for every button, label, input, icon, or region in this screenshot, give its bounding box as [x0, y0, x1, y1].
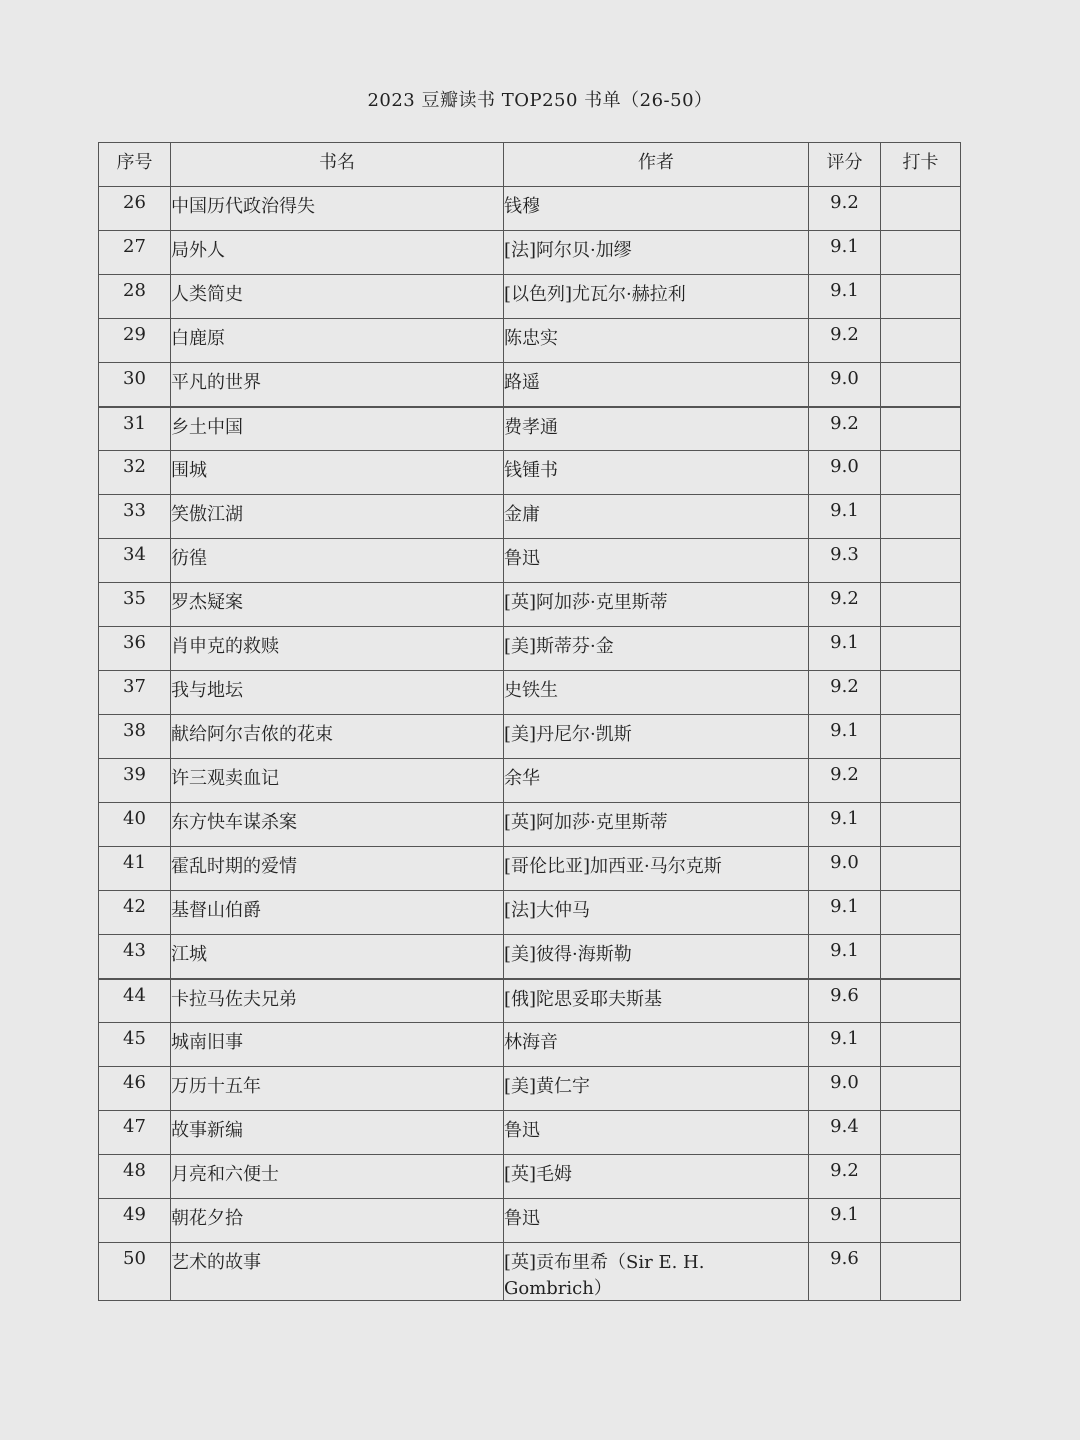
table-row: [99, 847, 961, 891]
cell-book: 白鹿原: [171, 319, 504, 363]
cell-score: 9.3: [809, 539, 881, 583]
cell-score: 9.0: [809, 363, 881, 407]
table-row: [99, 231, 961, 275]
cell-book: 故事新编: [171, 1111, 504, 1155]
cell-check[interactable]: [881, 627, 961, 671]
cell-author: [法]阿尔贝·加缪: [504, 231, 809, 275]
cell-book: 城南旧事: [171, 1023, 504, 1067]
cell-author: [英]毛姆: [504, 1155, 809, 1199]
cell-author: 费孝通: [504, 407, 809, 451]
cell-author: 鲁迅: [504, 1111, 809, 1155]
cell-score: 9.6: [809, 1243, 881, 1301]
table-row: [99, 1111, 961, 1155]
cell-check[interactable]: [881, 231, 961, 275]
cell-score: 9.0: [809, 451, 881, 495]
cell-num: 32: [99, 451, 171, 495]
cell-score: 9.1: [809, 1023, 881, 1067]
cell-check[interactable]: [881, 187, 961, 231]
cell-num: 38: [99, 715, 171, 759]
table-row: [99, 627, 961, 671]
cell-score: 9.2: [809, 759, 881, 803]
header-book: 书名: [171, 143, 504, 187]
cell-author: 鲁迅: [504, 1199, 809, 1243]
cell-book: 卡拉马佐夫兄弟: [171, 979, 504, 1023]
table-row: [99, 671, 961, 715]
table-row: [99, 407, 961, 451]
cell-author: [哥伦比亚]加西亚·马尔克斯: [504, 847, 809, 891]
cell-author: 金庸: [504, 495, 809, 539]
cell-author: 陈忠实: [504, 319, 809, 363]
header-num: 序号: [99, 143, 171, 187]
cell-author: [美]斯蒂芬·金: [504, 627, 809, 671]
cell-book: 万历十五年: [171, 1067, 504, 1111]
table-row: [99, 891, 961, 935]
cell-num: 34: [99, 539, 171, 583]
cell-author: [美]丹尼尔·凯斯: [504, 715, 809, 759]
cell-book: 彷徨: [171, 539, 504, 583]
cell-num: 40: [99, 803, 171, 847]
cell-book: 江城: [171, 935, 504, 979]
cell-author: [以色列]尤瓦尔·赫拉利: [504, 275, 809, 319]
cell-author: [俄]陀思妥耶夫斯基: [504, 979, 809, 1023]
cell-check[interactable]: [881, 1155, 961, 1199]
cell-num: 39: [99, 759, 171, 803]
cell-score: 9.1: [809, 891, 881, 935]
cell-check[interactable]: [881, 759, 961, 803]
header-score: 评分: [809, 143, 881, 187]
cell-check[interactable]: [881, 891, 961, 935]
cell-check[interactable]: [881, 715, 961, 759]
table-row: [99, 759, 961, 803]
cell-score: 9.2: [809, 319, 881, 363]
cell-num: 41: [99, 847, 171, 891]
cell-score: 9.1: [809, 715, 881, 759]
cell-num: 43: [99, 935, 171, 979]
cell-book: 月亮和六便士: [171, 1155, 504, 1199]
cell-check[interactable]: [881, 803, 961, 847]
cell-check[interactable]: [881, 671, 961, 715]
cell-book: 中国历代政治得失: [171, 187, 504, 231]
table-row: [99, 1067, 961, 1111]
cell-author: 林海音: [504, 1023, 809, 1067]
cell-num: 47: [99, 1111, 171, 1155]
book-list-table: [98, 142, 961, 1301]
table-row: [99, 1199, 961, 1243]
cell-check[interactable]: [881, 539, 961, 583]
cell-author: [英]阿加莎·克里斯蒂: [504, 583, 809, 627]
table-row: [99, 187, 961, 231]
cell-check[interactable]: [881, 935, 961, 979]
header-author: 作者: [504, 143, 809, 187]
cell-num: 30: [99, 363, 171, 407]
cell-num: 36: [99, 627, 171, 671]
cell-num: 49: [99, 1199, 171, 1243]
table-row: [99, 803, 961, 847]
cell-check[interactable]: [881, 847, 961, 891]
cell-book: 东方快车谋杀案: [171, 803, 504, 847]
cell-score: 9.1: [809, 275, 881, 319]
cell-num: 46: [99, 1067, 171, 1111]
table-row: [99, 1155, 961, 1199]
cell-check[interactable]: [881, 1199, 961, 1243]
cell-book: 局外人: [171, 231, 504, 275]
cell-check[interactable]: [881, 1023, 961, 1067]
cell-check[interactable]: [881, 495, 961, 539]
cell-author: 余华: [504, 759, 809, 803]
cell-num: 31: [99, 407, 171, 451]
cell-check[interactable]: [881, 407, 961, 451]
cell-score: 9.1: [809, 803, 881, 847]
cell-num: 26: [99, 187, 171, 231]
cell-book: 乡土中国: [171, 407, 504, 451]
cell-num: 44: [99, 979, 171, 1023]
cell-num: 29: [99, 319, 171, 363]
cell-author: 史铁生: [504, 671, 809, 715]
cell-score: 9.2: [809, 671, 881, 715]
cell-num: 28: [99, 275, 171, 319]
cell-check[interactable]: [881, 1111, 961, 1155]
cell-book: 平凡的世界: [171, 363, 504, 407]
cell-score: 9.2: [809, 583, 881, 627]
table-header-row: [99, 143, 961, 187]
cell-author: 钱穆: [504, 187, 809, 231]
table-row: [99, 979, 961, 1023]
cell-book: 许三观卖血记: [171, 759, 504, 803]
cell-score: 9.0: [809, 1067, 881, 1111]
cell-score: 9.2: [809, 407, 881, 451]
cell-num: 45: [99, 1023, 171, 1067]
cell-book: 笑傲江湖: [171, 495, 504, 539]
cell-book: 人类简史: [171, 275, 504, 319]
cell-num: 37: [99, 671, 171, 715]
table-row: [99, 495, 961, 539]
cell-book: 我与地坛: [171, 671, 504, 715]
cell-num: 42: [99, 891, 171, 935]
table-row: [99, 275, 961, 319]
cell-score: 9.1: [809, 231, 881, 275]
cell-score: 9.1: [809, 935, 881, 979]
cell-book: 朝花夕拾: [171, 1199, 504, 1243]
header-check: 打卡: [881, 143, 961, 187]
cell-book: 围城: [171, 451, 504, 495]
cell-score: 9.2: [809, 1155, 881, 1199]
cell-author: [美]黄仁宇: [504, 1067, 809, 1111]
page-title: 2023 豆瓣读书 TOP250 书单（26-50）: [367, 90, 713, 111]
cell-check[interactable]: [881, 1067, 961, 1111]
cell-check[interactable]: [881, 1243, 961, 1301]
table-row: [99, 319, 961, 363]
cell-num: 33: [99, 495, 171, 539]
cell-book: 艺术的故事: [171, 1243, 504, 1301]
cell-check[interactable]: [881, 363, 961, 407]
cell-check[interactable]: [881, 979, 961, 1023]
cell-book: 罗杰疑案: [171, 583, 504, 627]
cell-author: 鲁迅: [504, 539, 809, 583]
cell-num: 27: [99, 231, 171, 275]
table-row: [99, 715, 961, 759]
cell-check[interactable]: [881, 451, 961, 495]
cell-check[interactable]: [881, 275, 961, 319]
table-row: [99, 935, 961, 979]
cell-num: 48: [99, 1155, 171, 1199]
cell-check[interactable]: [881, 319, 961, 363]
cell-book: 肖申克的救赎: [171, 627, 504, 671]
cell-author: [法]大仲马: [504, 891, 809, 935]
cell-num: 35: [99, 583, 171, 627]
cell-author: [美]彼得·海斯勒: [504, 935, 809, 979]
cell-num: 50: [99, 1243, 171, 1301]
table-row: [99, 1243, 961, 1301]
table-row: [99, 1023, 961, 1067]
cell-book: 基督山伯爵: [171, 891, 504, 935]
table-row: [99, 539, 961, 583]
cell-author: [英]阿加莎·克里斯蒂: [504, 803, 809, 847]
cell-score: 9.0: [809, 847, 881, 891]
table-row: [99, 363, 961, 407]
cell-score: 9.6: [809, 979, 881, 1023]
cell-book: 献给阿尔吉侬的花束: [171, 715, 504, 759]
cell-score: 9.2: [809, 187, 881, 231]
cell-score: 9.1: [809, 495, 881, 539]
cell-check[interactable]: [881, 583, 961, 627]
cell-author: 路遥: [504, 363, 809, 407]
cell-book: 霍乱时期的爱情: [171, 847, 504, 891]
cell-author: [英]贡布里希（Sir E. H. Gombrich）: [504, 1243, 809, 1301]
cell-score: 9.4: [809, 1111, 881, 1155]
cell-score: 9.1: [809, 627, 881, 671]
cell-score: 9.1: [809, 1199, 881, 1243]
table-row: [99, 451, 961, 495]
table-body: [99, 187, 961, 1301]
cell-author: 钱锺书: [504, 451, 809, 495]
table-row: [99, 583, 961, 627]
